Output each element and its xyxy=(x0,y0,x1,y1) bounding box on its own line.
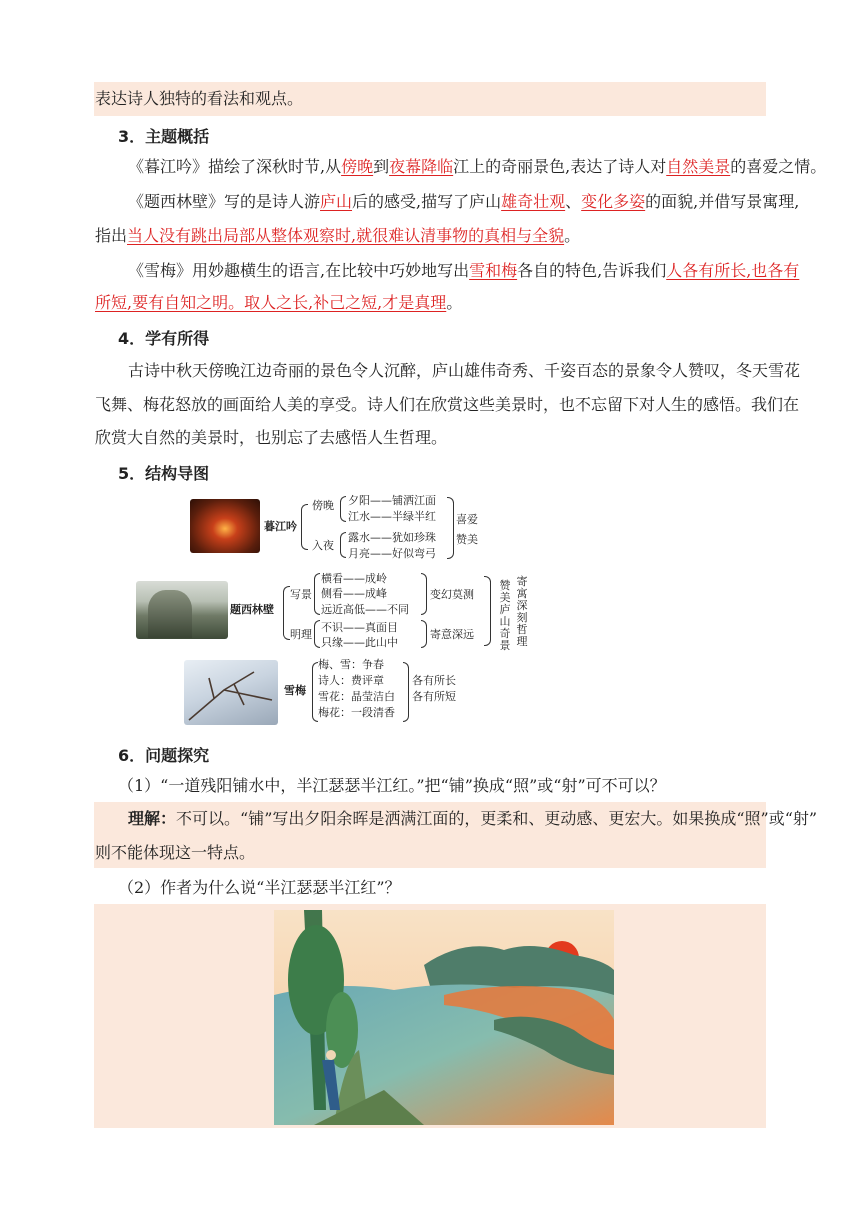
answer-label: 理解： xyxy=(128,809,177,828)
takeaway-line-3: 欣赏大自然的美景时，也别忘了去感悟人生哲理。 xyxy=(95,428,448,447)
map-node: 变幻莫测 xyxy=(430,588,474,601)
map-node: 江水——半绿半红 xyxy=(348,510,436,523)
bracket xyxy=(283,586,290,640)
map-poem1-title: 暮江吟 xyxy=(264,520,297,533)
section-4-heading: 4．学有所得 xyxy=(118,329,210,348)
answer-blank: 雄奇壮观 xyxy=(501,192,566,211)
bracket xyxy=(314,620,320,648)
answer-blank: 变化多姿 xyxy=(581,192,646,211)
map-node: 寄意深远 xyxy=(430,628,474,641)
answer-blank: 庐山 xyxy=(320,192,353,211)
mountain-peak xyxy=(148,590,192,638)
answer-blank: 自然美景 xyxy=(666,157,731,176)
summary-xuemei-cont: 所短,要有自知之明。取人之长,补己之短,才是真理。 xyxy=(95,293,463,312)
map-conclusion-right: 寄寓深刻哲理 xyxy=(516,575,528,648)
map-poem3-title: 雪梅 xyxy=(284,684,306,697)
map-node: 写景 xyxy=(290,588,312,601)
summary-xilinbi: 《题西林壁》写的是诗人游庐山后的感受,描写了庐山雄奇壮观、变化多姿的面貌,并借写景寓理, xyxy=(128,192,800,211)
map-conclusion-left: 赞美庐山奇景 xyxy=(499,579,511,652)
map-node: 傍晚 xyxy=(312,499,334,512)
river-sunset-illustration xyxy=(274,910,614,1125)
map-node: 月亮——好似弯弓 xyxy=(348,547,436,560)
bracket xyxy=(421,573,427,615)
bracket xyxy=(314,573,320,615)
answer-blank: 当人没有跳出局部从整体观察时,就很难认清事物的真相与全貌 xyxy=(127,226,565,245)
question-2: （2）作者为什么说“半江瑟瑟半江红”？ xyxy=(118,878,401,897)
bracket xyxy=(403,662,409,722)
map-node: 诗人：费评章 xyxy=(318,674,384,687)
map-node: 各有所短 xyxy=(412,690,456,703)
branch-sketch xyxy=(184,660,278,725)
takeaway-line-2: 飞舞、梅花怒放的画面给人美的享受。诗人们在欣赏这些美景时，也不忘留下对人生的感悟。我们在 xyxy=(95,395,800,414)
answer-blank: 人各有所长,也各有 xyxy=(666,261,800,280)
answer-blank: 傍晚 xyxy=(341,157,374,176)
map-node: 只缘——此山中 xyxy=(321,636,398,649)
map-node: 侧看——成峰 xyxy=(321,587,387,600)
answer-blank: 雪和梅 xyxy=(469,261,518,280)
section-5-heading: 5．结构导图 xyxy=(118,464,210,483)
map-node: 明理 xyxy=(290,628,312,641)
bracket xyxy=(340,496,346,522)
map-node: 各有所长 xyxy=(412,674,456,687)
answer-blank: 夜幕降临 xyxy=(389,157,454,176)
bracket xyxy=(447,497,454,559)
bracket xyxy=(301,504,308,550)
map-node: 横看——成岭 xyxy=(321,572,387,585)
map-poem2-title: 题西林壁 xyxy=(230,603,274,616)
map-node: 梅花：一段清香 xyxy=(318,706,395,719)
bracket xyxy=(484,576,491,646)
bracket xyxy=(421,620,427,648)
section-3-heading: 3．主题概括 xyxy=(118,127,210,146)
answer-blank: 所短,要有自知之明。取人之长,补己之短,才是真理 xyxy=(95,293,447,312)
sunset-thumbnail xyxy=(190,499,260,553)
intro-tail: 表达诗人独特的看法和观点。 xyxy=(95,89,304,108)
map-node: 赞美 xyxy=(456,533,478,546)
map-node: 喜爱 xyxy=(456,513,478,526)
section-6-heading: 6．问题探究 xyxy=(118,746,210,765)
map-node: 不识——真面目 xyxy=(321,621,398,634)
map-node: 露水——犹如珍珠 xyxy=(348,531,436,544)
question-1: （1）“一道残阳铺水中，半江瑟瑟半江红。”把“铺”换成“照”或“射”可不可以？ xyxy=(118,776,666,795)
answer-1-line-1: 理解：不可以。“铺”写出夕阳余晖是洒满江面的，更柔和、更动感、更宏大。如果换成“照”或“射” xyxy=(128,809,818,828)
answer-1-line-2: 则不能体现这一特点。 xyxy=(95,843,256,862)
map-node: 夕阳——铺洒江面 xyxy=(348,494,436,507)
takeaway-line-1: 古诗中秋天傍晚江边奇丽的景色令人沉醉，庐山雄伟奇秀、千姿百态的景象令人赞叹，冬天雪花 xyxy=(128,361,801,380)
summary-xuemei: 《雪梅》用妙趣横生的语言,在比较中巧妙地写出雪和梅各自的特色,告诉我们人各有所长,也各有 xyxy=(128,261,800,280)
map-node: 入夜 xyxy=(312,539,334,552)
summary-xilinbi-cont: 指出当人没有跳出局部从整体观察时,就很难认清事物的真相与全貌。 xyxy=(95,226,581,245)
map-node: 雪花：晶莹洁白 xyxy=(318,690,395,703)
bracket xyxy=(340,532,346,558)
summary-muyin: 《暮江吟》描绘了深秋时节,从傍晚到夜幕降临江上的奇丽景色,表达了诗人对自然美景的喜爱之情。 xyxy=(128,157,827,176)
map-node: 远近高低——不同 xyxy=(321,603,409,616)
map-node: 梅、雪：争春 xyxy=(318,658,384,671)
